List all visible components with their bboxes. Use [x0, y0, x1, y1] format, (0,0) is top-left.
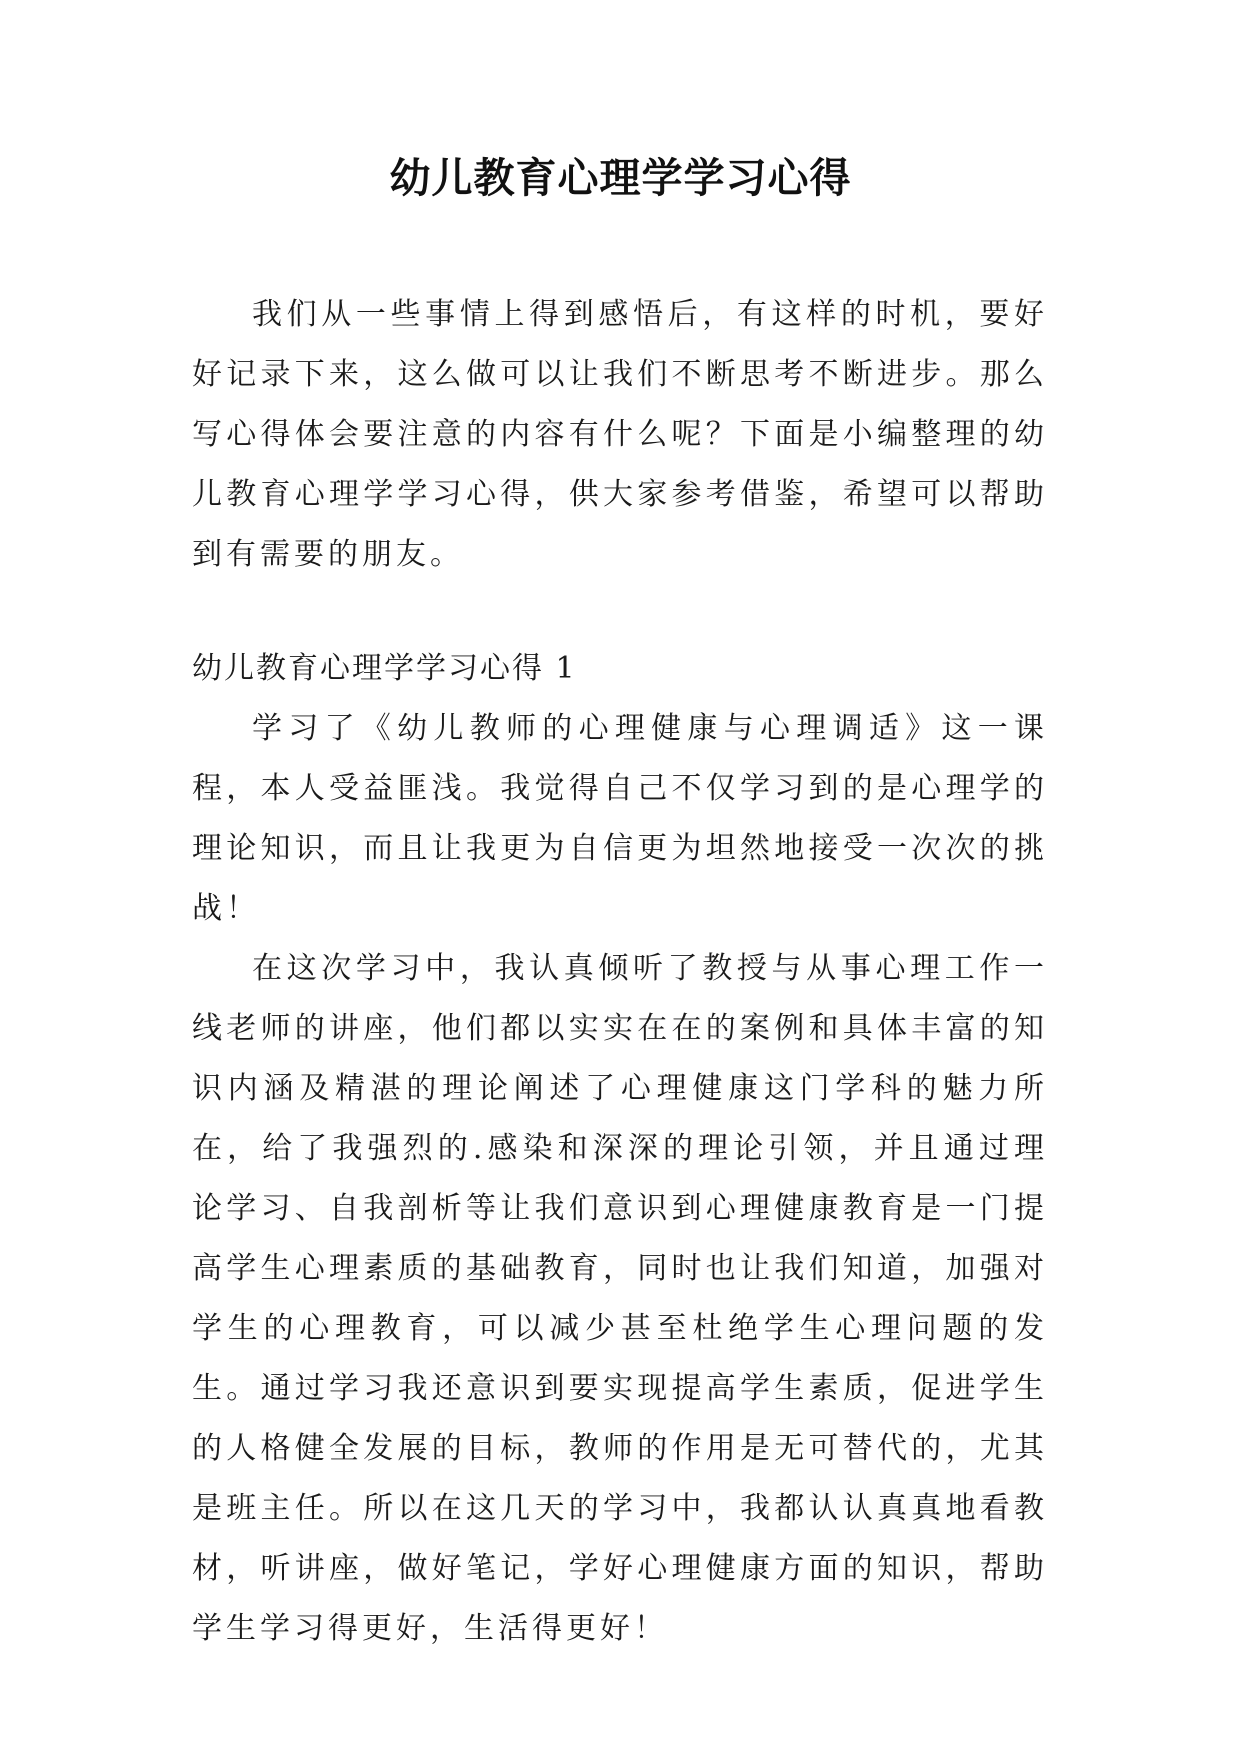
section-heading: 幼儿教育心理学学习心得 1: [192, 651, 577, 686]
body-paragraph-2: 在这次学习中，我认真倾听了教授与从事心理工作一线老师的讲座，他们都以实实在在的案例和具体丰富的知识内涵及精湛的理论阐述了心理健康这门学科的魅力所在，给了我强烈的.感染和深深的理论引领，并且通过理论学习、自我剖析等让我们意识到心理健康教育是一门提高学生心理素质的基础教育，同时也让我们知道，加强对学生的心理教育，可以减少甚至杜绝学生心理问题的发生。通过学习我还意识到要实现提高学生素质，促进学生的人格健全发展的目标，教师的作用是无可替代的，尤其是班主任。所以在这几天的学习中，我都认认真真地看教材，听讲座，做好笔记，学好心理健康方面的知识，帮助学生学习得更好，生活得更好！: [192, 951, 1048, 1646]
intro-paragraph: 我们从一些事情上得到感悟后，有这样的时机，要好好记录下来，这么做可以让我们不断思考不断进步。那么写心得体会要注意的内容有什么呢？下面是小编整理的幼儿教育心理学学习心得，供大家参考借鉴，希望可以帮助到有需要的朋友。: [192, 297, 1048, 572]
document-title: 幼儿教育心理学学习心得: [389, 154, 852, 202]
body-paragraph-1: 学习了《幼儿教师的心理健康与心理调适》这一课程，本人受益匪浅。我觉得自己不仅学习到的是心理学的理论知识，而且让我更为自信更为坦然地接受一次次的挑战！: [192, 711, 1048, 926]
document-body: [192, 285, 1048, 1659]
